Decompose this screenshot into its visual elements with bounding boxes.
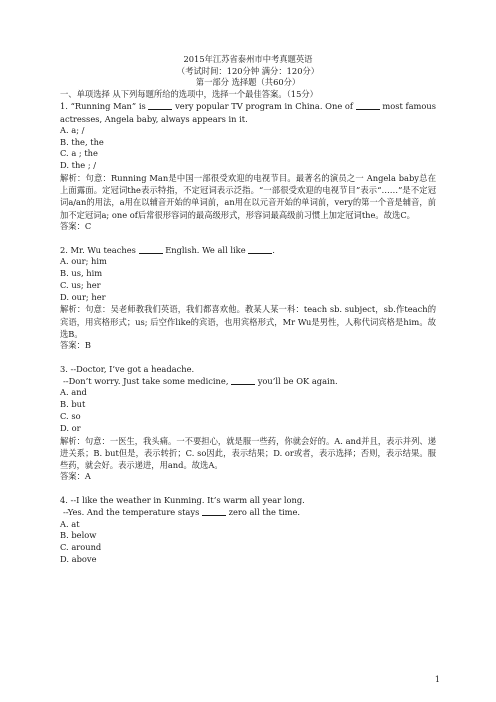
q3-analysis: 解析：句意：一医生，我头痛。一不要担心，就是服一些药，你就会好的。A. and并且，表示并列、递进关系；B. but但是，表示转折；C. so因此，表示结果；D. or或者，表示选择；否则，表示结果。服些药，就会好。表示递进，用and。故选A。 [60, 435, 436, 471]
q2-option-b: B. us, him [60, 268, 103, 279]
q3-option-d: D. or [60, 422, 81, 433]
question-2-stem: 2. Mr. Wu teaches English. We all like . [60, 244, 275, 255]
document-page [60, 54, 436, 566]
q3-option-a: A. and [60, 387, 87, 398]
blank [231, 376, 255, 385]
q3-option-b: B. but [60, 399, 86, 410]
question-4-stem: 4. --I like the weather in Kunming. It’s warm all year long. [60, 495, 305, 506]
q3-answer: 答案：A [60, 471, 91, 482]
q2-option-c: C. us; her [60, 279, 101, 290]
blank [202, 507, 226, 516]
q4-option-a: A. at [60, 518, 80, 529]
question-3-reply: --Don’t worry. Just take some medicine, you’ll be OK again. [63, 375, 338, 386]
q4-option-b: B. below [60, 530, 97, 541]
exam-info: （考试时间：120分钟 满分：120分） [176, 65, 320, 76]
page-title: 2015年江苏省泰州市中考真题英语 [183, 54, 313, 64]
blank [148, 101, 172, 110]
question-1-stem: 1. “Running Man” is very popular TV program in China. One of most famous actresses, Angela baby, always appears in it. [60, 101, 436, 124]
q1-option-b: B. the, the [60, 136, 104, 147]
part-heading: 第一部分 选择题（共60分） [195, 77, 301, 87]
q4-option-c: C. around [60, 542, 102, 553]
section-heading: 一、单项选择 从下列每题所给的选项中，选择一个最佳答案。（15分） [60, 88, 318, 99]
page-number: 1 [434, 675, 440, 684]
question-4-reply: --Yes. And the temperature stays zero all the time. [63, 506, 301, 517]
q1-option-d: D. the ; / [60, 160, 97, 171]
blank [356, 101, 380, 110]
blank [248, 245, 272, 254]
q3-option-c: C. so [60, 411, 81, 422]
q4-option-d: D. above [60, 554, 97, 565]
q2-option-a: A. our; him [60, 256, 107, 267]
q1-option-c: C. a ; the [60, 148, 98, 159]
q1-option-a: A. a; / [60, 124, 85, 135]
q2-answer: 答案：B [60, 340, 91, 351]
blank [139, 245, 163, 254]
q1-answer: 答案：C [60, 220, 92, 231]
q2-analysis: 解析：句意：吴老师教我们英语，我们都喜欢他。教某人某一科：teach sb. subject，sb.作teach的宾语，用宾格形式；us; 后空作like的宾语，也用宾格形式，Mr Wu是男性，人称代词宾格是him。故选B。 [60, 304, 436, 339]
question-3-stem: 3. --Doctor, I’ve got a headache. [60, 363, 195, 374]
q1-analysis: 解析：句意：Running Man是中国一部很受欢迎的电视节目。最著名的演员之一 Angela baby总在上面露面。定冠词the表示特指，不定冠词表示泛指。“一部很受欢迎的电视节目”表示“……”是不定冠词a/an的用法，a用在以辅音开始的单词前，an用在以元音开始的单词前，very的第一个音是辅音，前加不定冠词a; one of后常很形容词的最高级形式，形容词最高级前习惯上加定冠词the。故选C。 [60, 172, 436, 220]
q2-option-d: D. our; her [60, 291, 106, 302]
